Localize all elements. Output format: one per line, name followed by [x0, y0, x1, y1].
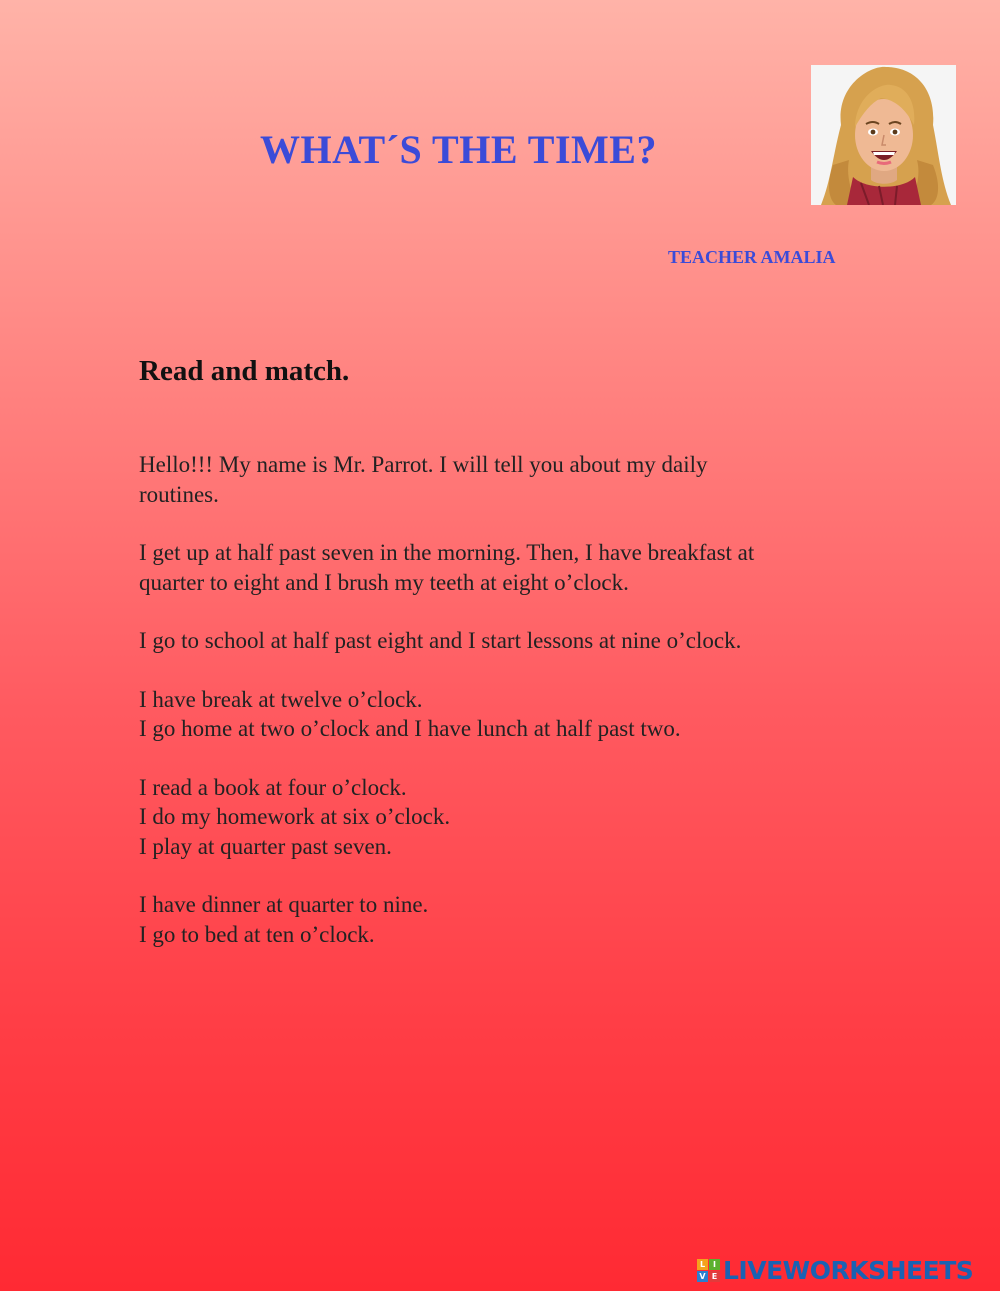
text-line: I have break at twelve o’clock.: [139, 686, 423, 712]
text-line: I go to school at half past eight and I start lessons at nine o’clock.: [139, 628, 742, 653]
paragraph-midday: [139, 685, 859, 744]
text-line: I do my homework at six o’clock.: [139, 804, 451, 829]
paragraph-evening: [139, 890, 859, 949]
paragraph-afternoon: [139, 773, 859, 862]
logo-tile: E: [709, 1271, 720, 1282]
instruction-heading: Read and match.: [139, 355, 350, 387]
liveworksheets-icon: [697, 1259, 720, 1282]
paragraph-intro: [139, 450, 859, 509]
text-line: I play at quarter past seven.: [139, 833, 392, 859]
text-line: I get up at half past seven in the morning. Then, I have breakfast at: [139, 540, 755, 565]
avatar-illustration: [811, 65, 956, 205]
logo-tile: V: [697, 1271, 708, 1282]
paragraph-morning: [139, 538, 859, 597]
paragraph-school: [139, 626, 859, 656]
logo-tile: I: [709, 1259, 720, 1270]
teacher-name: TEACHER AMALIA: [668, 247, 836, 267]
teacher-avatar: [811, 65, 956, 205]
text-line: I read a book at four o’clock.: [139, 774, 407, 800]
text-line: quarter to eight and I brush my teeth at eight o’clock.: [139, 569, 629, 595]
text-line: Hello!!! My name is Mr. Parrot. I will tell you about my daily: [139, 452, 708, 477]
text-line: I go home at two o’clock and I have lunch at half past two.: [139, 716, 681, 741]
text-line: I have dinner at quarter to nine.: [139, 892, 429, 917]
text-line: routines.: [139, 481, 219, 507]
reading-text: [139, 450, 859, 978]
worksheet-title: WHAT´S THE TIME?: [260, 127, 657, 172]
liveworksheets-logo[interactable]: [697, 1255, 973, 1285]
text-line: I go to bed at ten o’clock.: [139, 921, 375, 947]
brand-name: LIVEWORKSHEETS: [723, 1255, 974, 1285]
logo-tile: L: [697, 1259, 708, 1270]
